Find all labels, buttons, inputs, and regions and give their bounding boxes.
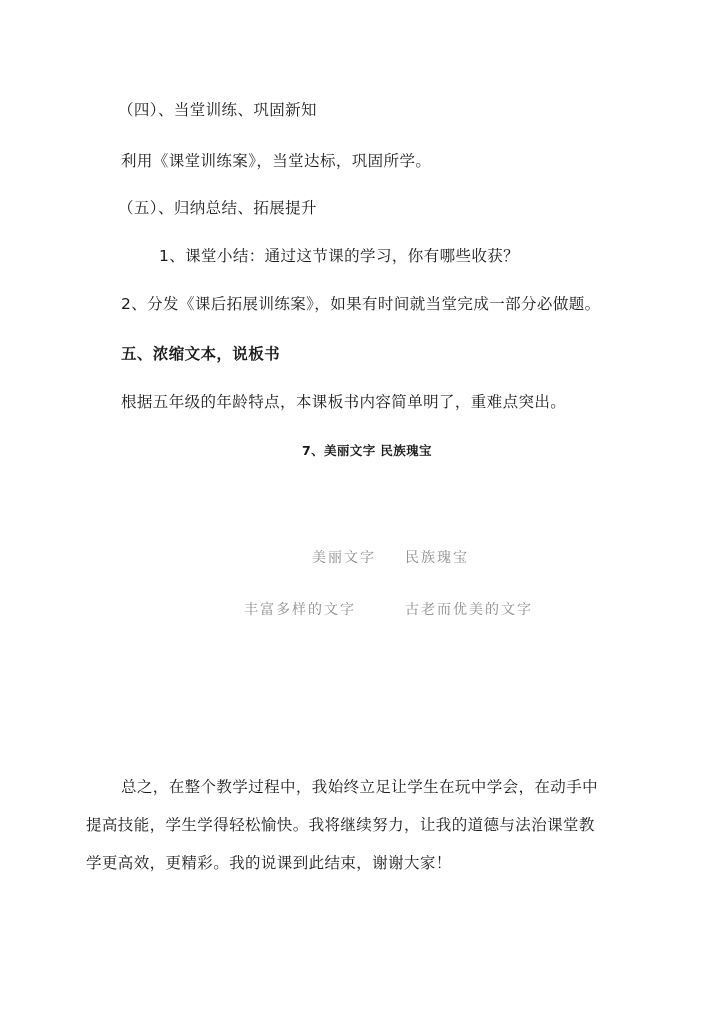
part5-heading: 五、浓缩文本，说板书: [121, 345, 281, 363]
section4-text: 利用《课堂训练案》，当堂达标，巩固所学。: [121, 152, 432, 170]
conclusion-line2: 提高技能，学生学得轻松愉快。我将继续努力，让我的道德与法治课堂教: [86, 816, 595, 834]
section5-item2: 2、分发《课后拓展训练案》，如果有时间就当堂完成一部分必做题。: [121, 295, 601, 313]
board-bottom-right: 古老而优美的文字: [405, 602, 533, 618]
section4-heading: （四）、当堂训练、巩固新知: [118, 101, 317, 119]
board-bottom-left: 丰富多样的文字: [244, 602, 356, 618]
conclusion-line3: 学更高效，更精彩。我的说课到此结束，谢谢大家！: [86, 854, 452, 872]
board-title: 7、美丽文字 民族瑰宝: [302, 443, 432, 458]
section5-item1: 1、课堂小结：通过这节课的学习，你有哪些收获？: [159, 247, 520, 265]
part5-text: 根据五年级的年龄特点，本课板书内容简单明了，重难点突出。: [121, 393, 567, 411]
board-top-left: 美丽文字: [312, 550, 376, 566]
board-top-right: 民族瑰宝: [405, 550, 469, 566]
section5-heading: （五）、归纳总结、拓展提升: [118, 199, 317, 217]
conclusion-line1: 总之，在整个教学过程中，我始终立足让学生在玩中学会，在动手中: [121, 778, 599, 796]
